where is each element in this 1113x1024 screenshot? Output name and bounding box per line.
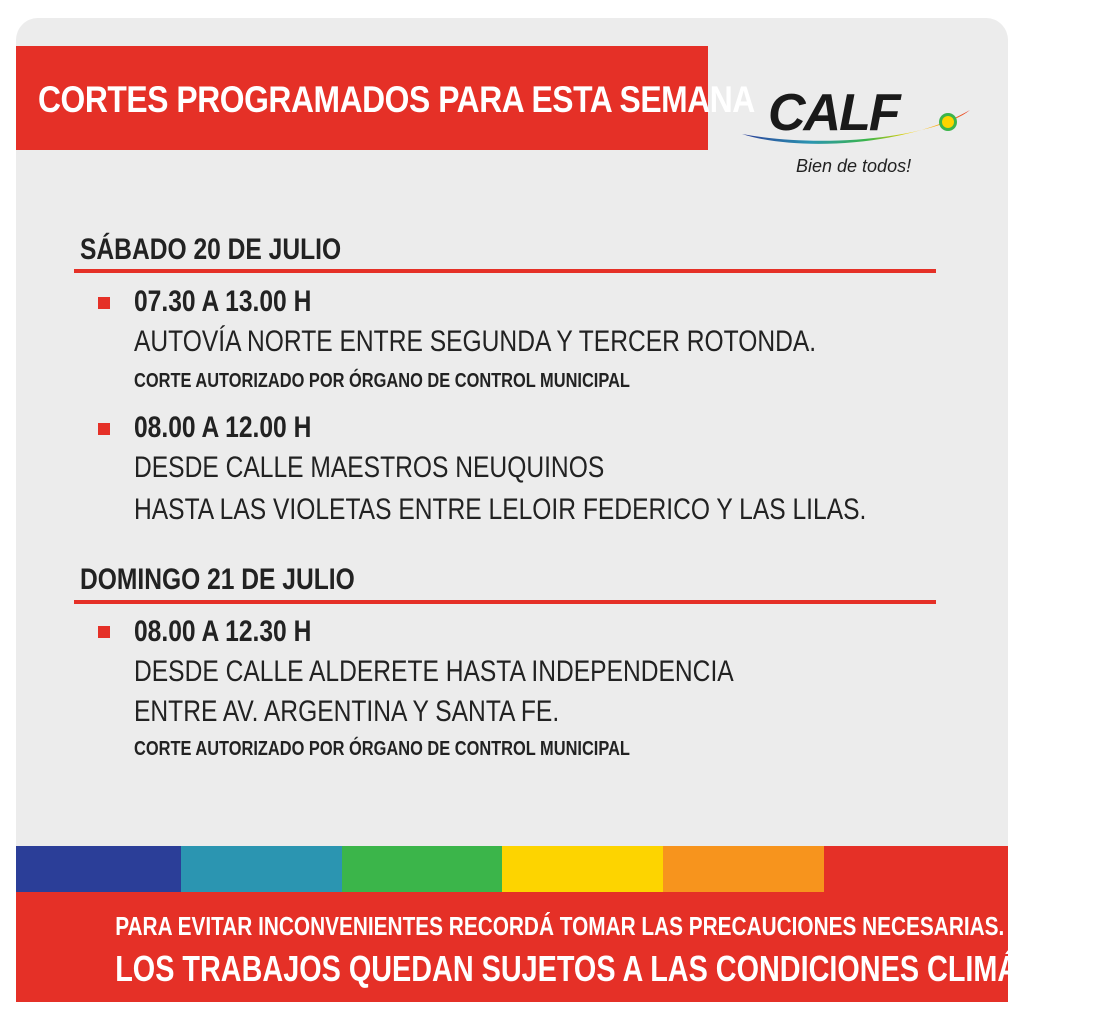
page-title: CORTES PROGRAMADOS PARA ESTA SEMANA	[38, 79, 755, 120]
bullet-marker	[98, 297, 110, 309]
logo-tagline: Bien de todos!	[796, 156, 912, 176]
logo-brand-text: CALF	[768, 84, 899, 142]
stripe-red	[824, 846, 1008, 892]
cut-authorization-note: CORTE AUTORIZADO POR ÓRGANO DE CONTROL MUNICIPAL	[134, 370, 630, 392]
footer-banner	[16, 892, 1113, 1002]
cut-time: 07.30 A 13.00 H	[134, 285, 312, 318]
stripe-yellow	[502, 846, 663, 892]
stripe-green	[342, 846, 502, 892]
bullet-marker	[98, 626, 110, 638]
title-banner	[16, 46, 755, 150]
footer-warning: PARA EVITAR INCONVENIENTES RECORDÁ TOMAR LAS PRECAUCIONES NECESARIAS.	[115, 911, 1005, 941]
calf-logo	[738, 80, 978, 190]
cut-time: 08.00 A 12.30 H	[134, 615, 312, 648]
stripe-blue	[16, 846, 181, 892]
calf-logo-icon	[738, 80, 978, 160]
cut-authorization-note: CORTE AUTORIZADO POR ÓRGANO DE CONTROL MUNICIPAL	[134, 738, 630, 760]
day-divider	[74, 269, 936, 273]
cut-location: ENTRE AV. ARGENTINA Y SANTA FE.	[134, 695, 560, 728]
cut-location: AUTOVÍA NORTE ENTRE SEGUNDA Y TERCER ROTONDA.	[134, 325, 817, 358]
cut-location: DESDE CALLE MAESTROS NEUQUINOS	[134, 451, 605, 484]
day-divider	[74, 600, 936, 604]
bullet-marker	[98, 423, 110, 435]
cut-time: 08.00 A 12.00 H	[134, 411, 312, 444]
day-header-sunday: DOMINGO 21 DE JULIO	[80, 563, 355, 596]
stripe-teal	[181, 846, 342, 892]
color-stripes	[16, 846, 1008, 892]
cut-location: HASTA LAS VIOLETAS ENTRE LELOIR FEDERICO Y LAS LILAS.	[134, 493, 867, 526]
cut-location: DESDE CALLE ALDERETE HASTA INDEPENDENCIA	[134, 655, 734, 688]
day-header-saturday: SÁBADO 20 DE JULIO	[80, 233, 342, 266]
footer-disclaimer: LOS TRABAJOS QUEDAN SUJETOS A LAS CONDICIONES CLIMÁTICAS.	[115, 948, 1113, 989]
stripe-orange	[663, 846, 824, 892]
announcement-card	[16, 18, 1113, 1002]
